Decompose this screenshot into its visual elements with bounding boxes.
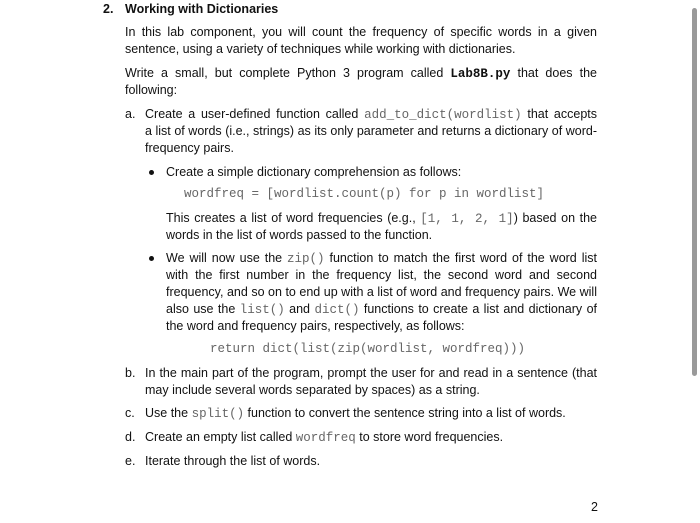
wordfreq-code: wordfreq	[295, 431, 356, 445]
item-e-text: Iterate through the list of words.	[145, 454, 321, 468]
bullet2-line-2: with the first number in the frequency list, the second word and second	[166, 268, 597, 282]
item-c-marker: c.	[125, 406, 135, 420]
item-a-line-2: a list of words (i.e., strings) as its only parameter and returns a dictionary of word-	[145, 124, 597, 138]
bullet1-after-line-2: words in the list of words passed to the function.	[166, 228, 433, 242]
wordfreq-comprehension-code: wordfreq = [wordlist.count(p) for p in wordlist]	[184, 187, 545, 201]
task-line-1: Write a small, but complete Python 3 program called Lab8B.py that does the	[125, 66, 597, 81]
section-title: Working with Dictionaries	[125, 2, 279, 16]
vertical-scrollbar[interactable]	[692, 8, 697, 376]
bullet2-line-1: We will now use the zip() function to match the first word of the word list	[166, 251, 597, 266]
frequency-example-code: [1, 1, 2, 1]	[420, 212, 514, 226]
item-b-marker: b.	[125, 366, 136, 380]
item-a-line-3: frequency pairs.	[145, 141, 234, 155]
item-a-line-1: Create a user-defined function called add_to_dict(wordlist) that accepts	[145, 107, 598, 122]
item-c-text: Use the split() function to convert the sentence string into a list of words.	[145, 406, 566, 421]
bullet-dot	[149, 170, 154, 175]
item-b-line-1: In the main part of the program, prompt the user for and read in a sentence (that	[145, 366, 597, 380]
item-e-marker: e.	[125, 454, 136, 468]
section-number: 2.	[103, 2, 114, 16]
item-d-text: Create an empty list called wordfreq to store word frequencies.	[145, 430, 504, 445]
task-line-2: following:	[125, 83, 178, 97]
dict-code: dict()	[314, 303, 360, 317]
intro-line-2: sentence, using a variety of techniques while working with dictionaries.	[125, 42, 516, 56]
split-code: split()	[191, 407, 245, 421]
program-filename: Lab8B.py	[450, 67, 511, 81]
add-to-dict-code: add_to_dict(wordlist)	[364, 108, 522, 122]
item-d-marker: d.	[125, 430, 136, 444]
bullet1-after-line-1: This creates a list of word frequencies (e.g., [1, 1, 2, 1]) based on the	[166, 211, 597, 226]
bullet2-line-4: also use the list() and dict() functions to create a list and dictionary of	[166, 302, 597, 317]
page-number: 2	[591, 500, 598, 514]
bullet2-line-3: frequency, and so on to end up with a list of word and frequency pairs. We will	[166, 285, 597, 299]
item-b-line-2: may include several words separated by spaces) as a string.	[145, 383, 480, 397]
bullet2-line-5: the word and frequency pairs, respectively, as follows:	[166, 319, 465, 333]
zip-code: zip()	[287, 252, 325, 266]
item-a-marker: a.	[125, 107, 136, 121]
bullet1-text: Create a simple dictionary comprehension as follows:	[166, 165, 462, 179]
list-code: list()	[239, 303, 285, 317]
return-dict-code: return dict(list(zip(wordlist, wordfreq)))	[210, 342, 526, 356]
bullet-dot	[149, 256, 154, 261]
intro-line-1: In this lab component, you will count the frequency of specific words in a given	[125, 25, 597, 39]
